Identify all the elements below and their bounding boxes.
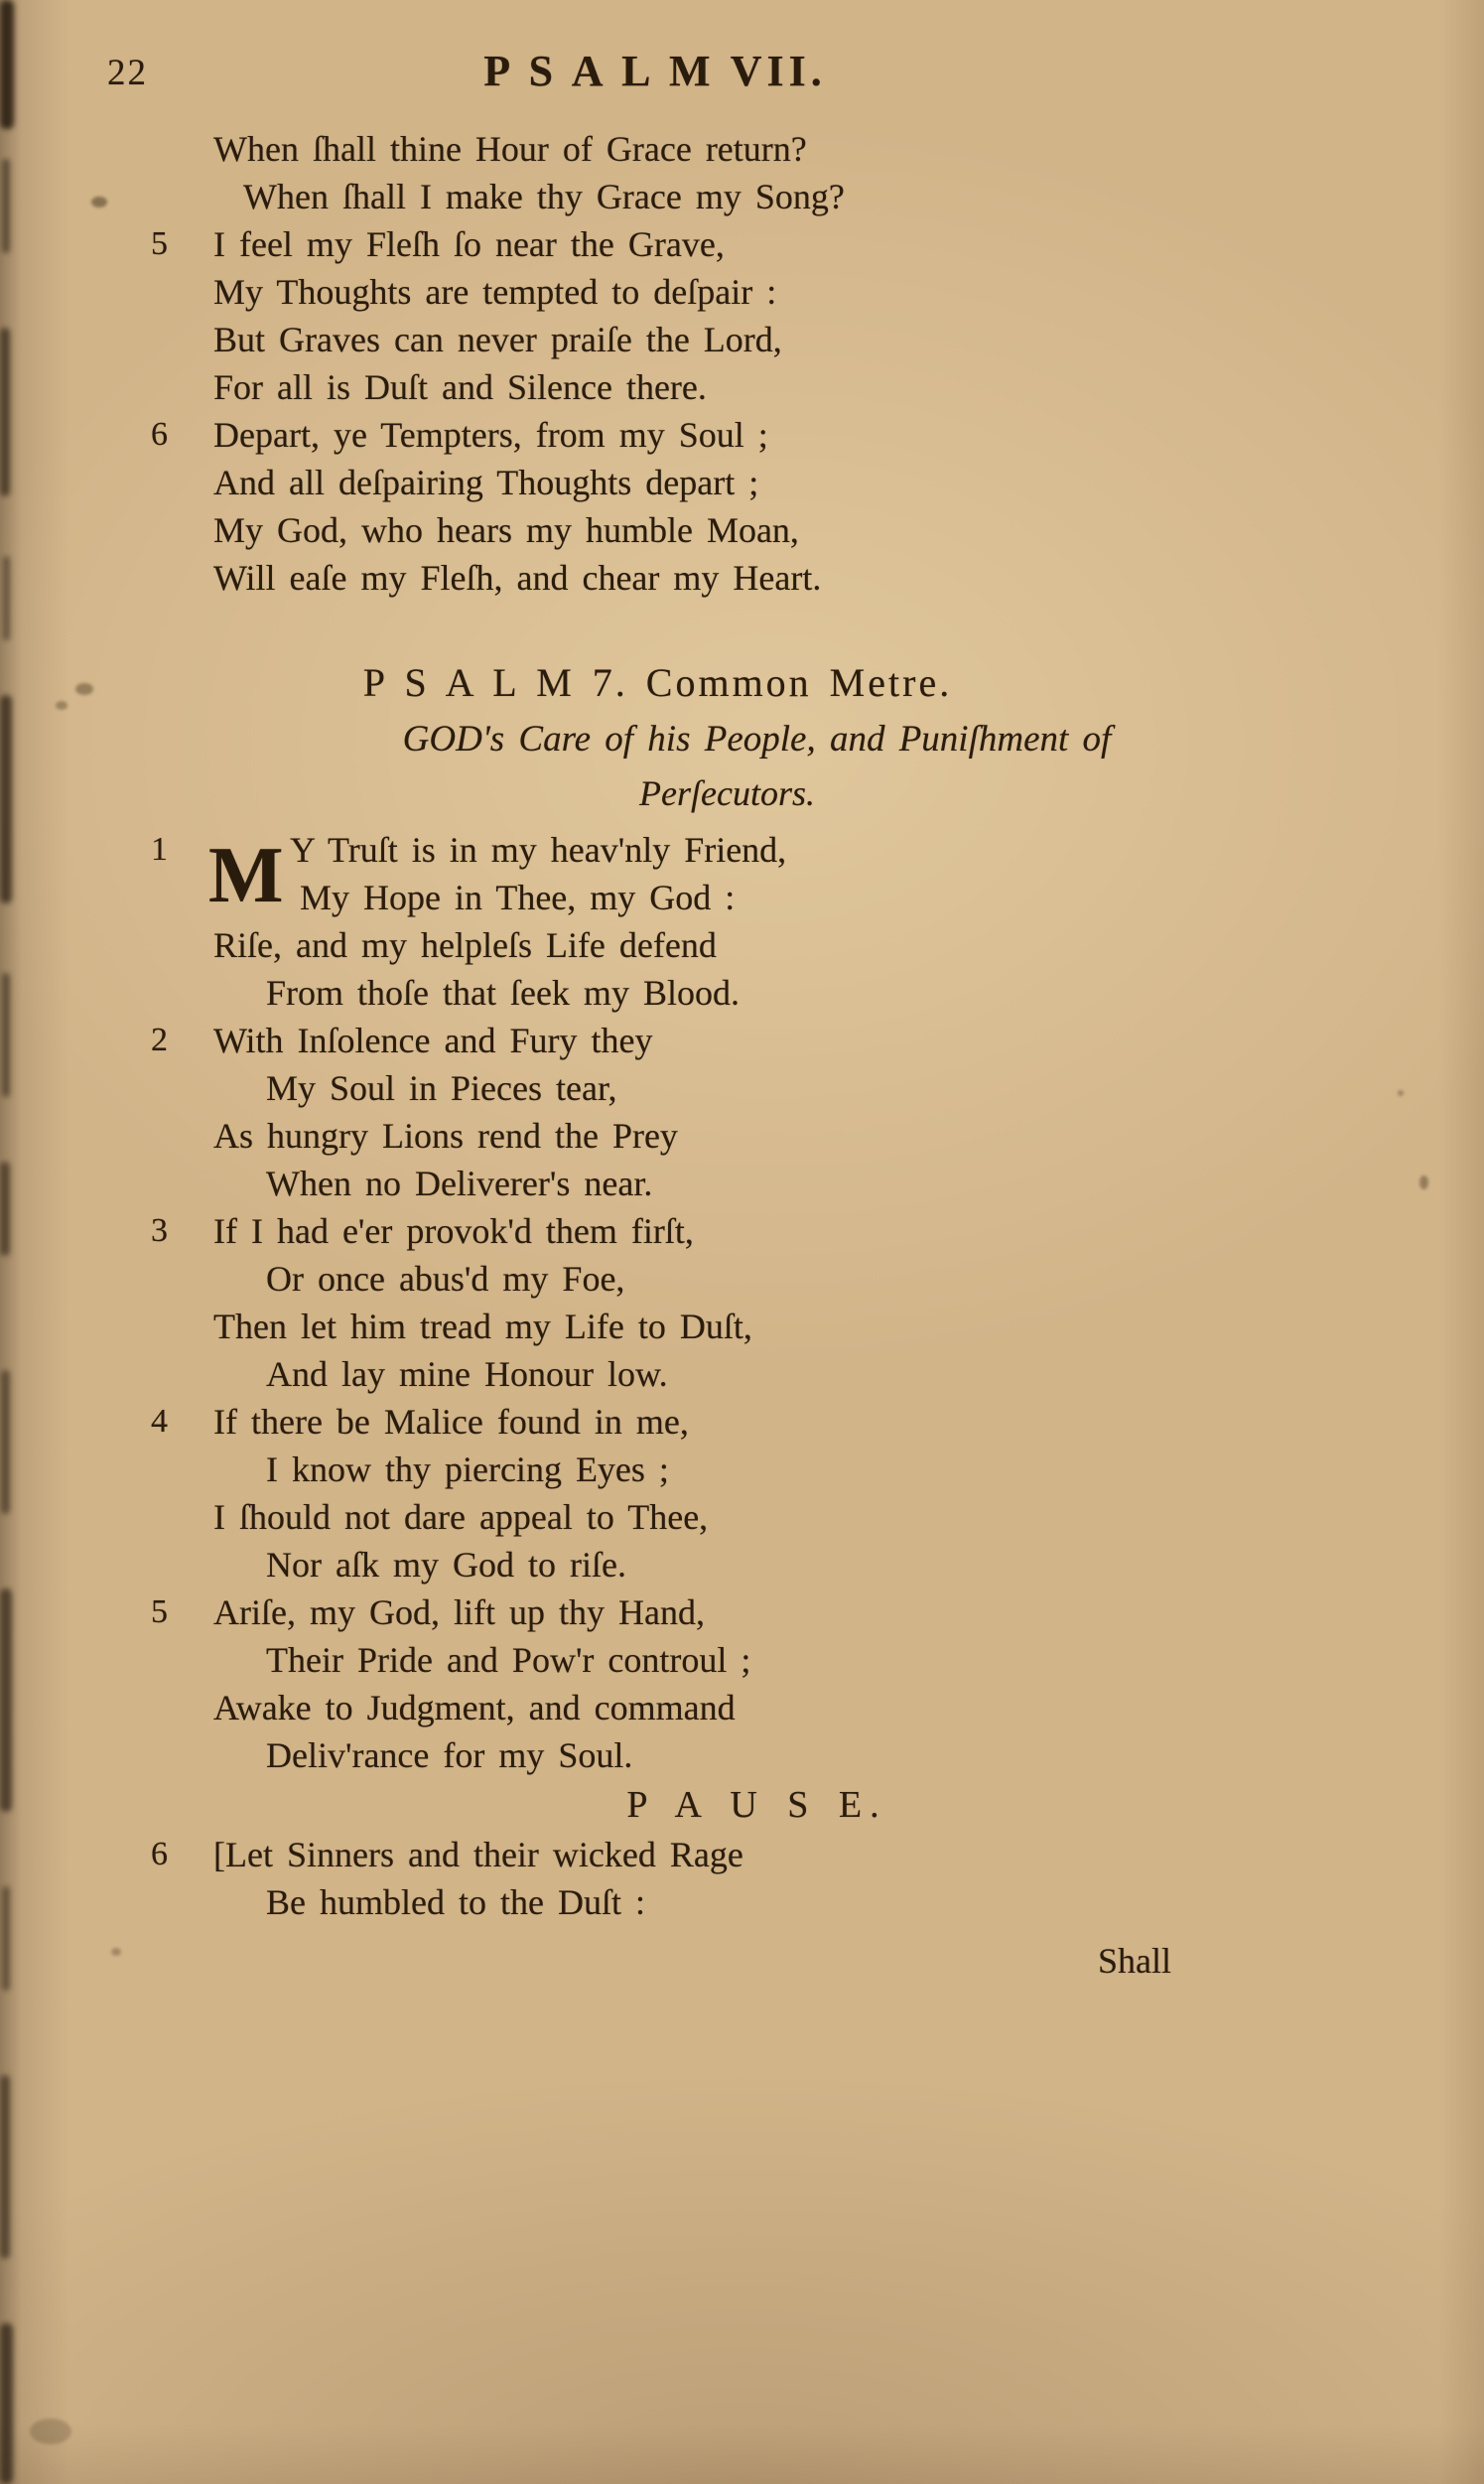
verse-line <box>149 1017 1365 1064</box>
verse-text: Deliv'rance for my Soul. <box>266 1735 633 1775</box>
binding-edge-streak <box>3 556 10 640</box>
verse-line <box>149 125 1365 173</box>
catchword: Shall <box>1097 1941 1171 1981</box>
verse-text: As hungry Lions rend the Prey <box>213 1116 678 1156</box>
verse-text: I know thy piercing Eyes ; <box>266 1449 669 1489</box>
verse-text: Riſe, and my helpleſs Life defend <box>213 925 717 965</box>
verse-line <box>149 1112 1365 1160</box>
verse-line <box>149 1255 1365 1303</box>
verse-line <box>149 459 1365 506</box>
ink-speck <box>1398 1090 1404 1096</box>
verse-text: Be humbled to the Duſt : <box>266 1882 645 1922</box>
binding-edge-streak <box>2 159 10 253</box>
verse-line <box>149 1731 1365 1779</box>
verse-text: Ariſe, my God, lift up thy Hand, <box>213 1592 705 1632</box>
verse-line <box>149 1684 1365 1731</box>
verse-number: 6 <box>151 416 168 453</box>
verse-text: My Hope in Thee, my God : <box>300 878 736 917</box>
verse-number: 4 <box>151 1403 168 1440</box>
verse-line <box>149 826 1365 874</box>
verse-line <box>149 411 1365 459</box>
ink-speck <box>1419 1175 1428 1189</box>
verse-number: 5 <box>151 1593 168 1630</box>
verse-text: For all is Duſt and Silence there. <box>213 367 707 407</box>
verse-text: If there be Malice found in me, <box>213 1402 689 1442</box>
verse-text: And all deſpairing Thoughts depart ; <box>213 463 759 502</box>
stanza-opening <box>149 826 1365 921</box>
verse-line <box>149 1160 1365 1207</box>
ink-speck <box>75 683 93 695</box>
verse-text: Nor aſk my God to riſe. <box>266 1545 626 1585</box>
binding-edge-streak <box>0 1588 12 1812</box>
verse-line <box>149 1398 1365 1446</box>
verse-text: [Let Sinners and their wicked Rage <box>213 1835 743 1874</box>
binding-edge-streak <box>0 2323 13 2484</box>
verse-text: If I had e'er provok'd them firſt, <box>213 1211 694 1251</box>
verse-text: My Thoughts are tempted to deſpair : <box>213 272 777 312</box>
psalm-subtitle-line2: Perſecutors. <box>639 773 815 813</box>
verse-line <box>149 1446 1365 1493</box>
verse-number: 2 <box>151 1022 168 1058</box>
verse-text: From thoſe that ſeek my Blood. <box>266 973 740 1013</box>
verse-text: When no Deliverer's near. <box>266 1164 653 1203</box>
page-number: 22 <box>107 53 148 93</box>
verse-line <box>149 921 1365 969</box>
ink-speck <box>30 2418 71 2444</box>
verse-text: But Graves can never praiſe the Lord, <box>213 320 782 359</box>
verse-number: 3 <box>151 1212 168 1249</box>
verse-line <box>149 1303 1365 1350</box>
verse-text: And lay mine Honour low. <box>266 1354 668 1394</box>
verse-text: Then let him tread my Life to Duſt, <box>213 1307 752 1346</box>
psalm-heading: P S A L M 7. Common Metre. <box>362 660 953 705</box>
verse-text: My Soul in Pieces tear, <box>266 1068 617 1108</box>
page-header-title: P S A L M VII. <box>483 47 827 95</box>
verse-number: 5 <box>151 225 168 262</box>
verse-line <box>149 1064 1365 1112</box>
verse-line <box>149 173 1365 220</box>
verse-line <box>149 969 1365 1017</box>
verse-text: Their Pride and Pow'r controul ; <box>266 1640 751 1680</box>
verse-line <box>149 1541 1365 1588</box>
verse-line <box>149 554 1365 602</box>
verse-line <box>149 1350 1365 1398</box>
verse-text: I ſhould not dare appeal to Thee, <box>213 1497 709 1537</box>
verse-number: 1 <box>151 831 168 868</box>
verse-line <box>149 1588 1365 1636</box>
verse-line <box>149 1493 1365 1541</box>
verse-line <box>149 1207 1365 1255</box>
verse-text: When ſhall I make thy Grace my Song? <box>243 177 845 216</box>
verse-text: I feel my Fleſh ſo near the Grave, <box>213 224 725 264</box>
ink-speck <box>91 197 107 207</box>
verse-text: Awake to Judgment, and command <box>213 1688 736 1727</box>
drop-cap: M <box>208 832 284 919</box>
verse-line <box>149 1636 1365 1684</box>
binding-edge-streak <box>2 973 10 1097</box>
verse-line <box>149 1831 1365 1878</box>
psalm-subtitle-line1: GOD's Care of his People, and Puniſhment of <box>402 719 1112 759</box>
ink-speck <box>111 1948 121 1956</box>
verse-text: Y Truſt is in my heav'nly Friend, <box>290 830 787 870</box>
verse-text: My God, who hears my humble Moan, <box>213 510 799 550</box>
binding-edge-streak <box>2 1886 10 1991</box>
binding-edge-streak <box>0 1162 10 1256</box>
verse-text: With Inſolence and Fury they <box>213 1021 653 1060</box>
pause-heading: P A U S E. <box>626 1784 887 1826</box>
verse-text: Depart, ye Tempters, from my Soul ; <box>213 415 768 455</box>
verse-line <box>149 316 1365 363</box>
binding-edge-streak <box>0 695 12 903</box>
verse-number: 6 <box>151 1836 168 1872</box>
ink-speck <box>56 701 67 710</box>
binding-edge-streak <box>0 2075 10 2259</box>
verse-line <box>149 874 1365 921</box>
verse-line <box>149 268 1365 316</box>
page-body <box>149 125 1365 1982</box>
verse-line <box>149 220 1365 268</box>
verse-line <box>149 506 1365 554</box>
verse-text: Will eaſe my Fleſh, and chear my Heart. <box>213 558 822 598</box>
verse-line <box>149 1878 1365 1926</box>
binding-edge-streak <box>1 1370 10 1514</box>
verse-text: Or once abus'd my Foe, <box>266 1259 625 1299</box>
verse-line <box>149 363 1365 411</box>
verse-text: When ſhall thine Hour of Grace return? <box>213 129 807 169</box>
binding-edge-streak <box>0 328 10 496</box>
